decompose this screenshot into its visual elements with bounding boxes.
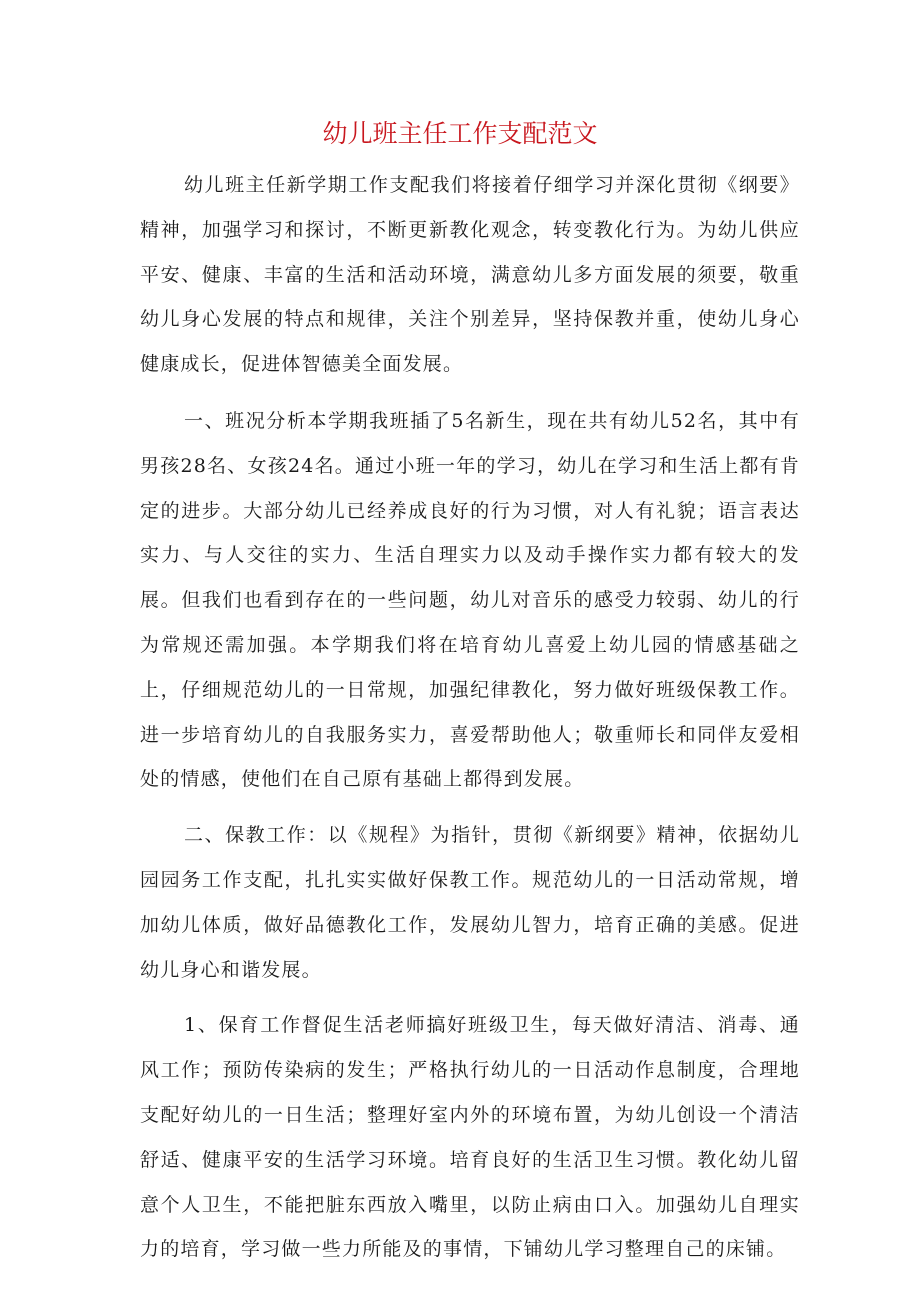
document-title: 幼儿班主任工作支配范文 (322, 119, 598, 148)
document-body (140, 163, 800, 1272)
paragraph-childcare-work: 1、保育工作督促生活老师搞好班级卫生，每天做好清洁、消毒、通风工作；预防传染病的发生；严格执行幼儿的一日活动作息制度，合理地支配好幼儿的一日生活；整理好室内外的环境布置，为幼儿创设一个清洁舒适、健康平安的生活学习环境。培育良好的生活卫生习惯。教化幼儿留意个人卫生，不能把脏东西放入嘴里，以防止病由口入。加强幼儿自理实力的培育，学习做一些力所能及的事情，下铺幼儿学习整理自己的床铺。 (140, 1014, 800, 1261)
paragraph-care-education: 二、保教工作：以《规程》为指针，贯彻《新纲要》精神，依据幼儿园园务工作支配，扎扎实实做好保教工作。规范幼儿的一日活动常规，增加幼儿体质，做好品德教化工作，发展幼儿智力，培育正确的美感。促进幼儿身心和谐发展。 (140, 824, 800, 981)
paragraph-class-analysis: 一、班况分析本学期我班插了5名新生，现在共有幼儿52名，其中有男孩28名、女孩24名。通过小班一年的学习，幼儿在学习和生活上都有肯定的进步。大部分幼儿已经养成良好的行为习惯，对人有礼貌；语言表达实力、与人交往的实力、生活自理实力以及动手操作实力都有较大的发展。但我们也看到存在的一些问题，幼儿对音乐的感受力较弱、幼儿的行为常规还需加强。本学期我们将在培育幼儿喜爱上幼儿园的情感基础之上，仔细规范幼儿的一日常规，加强纪律教化，努力做好班级保教工作。进一步培育幼儿的自我服务实力，喜爱帮助他人；敬重师长和同伴友爱相处的情感，使他们在自己原有基础上都得到发展。 (140, 409, 800, 791)
paragraph-intro: 幼儿班主任新学期工作支配我们将接着仔细学习并深化贯彻《纲要》精神，加强学习和探讨，不断更新教化观念，转变教化行为。为幼儿供应平安、健康、丰富的生活和活动环境，满意幼儿多方面发展的须要，敬重幼儿身心发展的特点和规律，关注个别差异，坚持保教并重，使幼儿身心健康成长，促进体智德美全面发展。 (140, 174, 800, 376)
